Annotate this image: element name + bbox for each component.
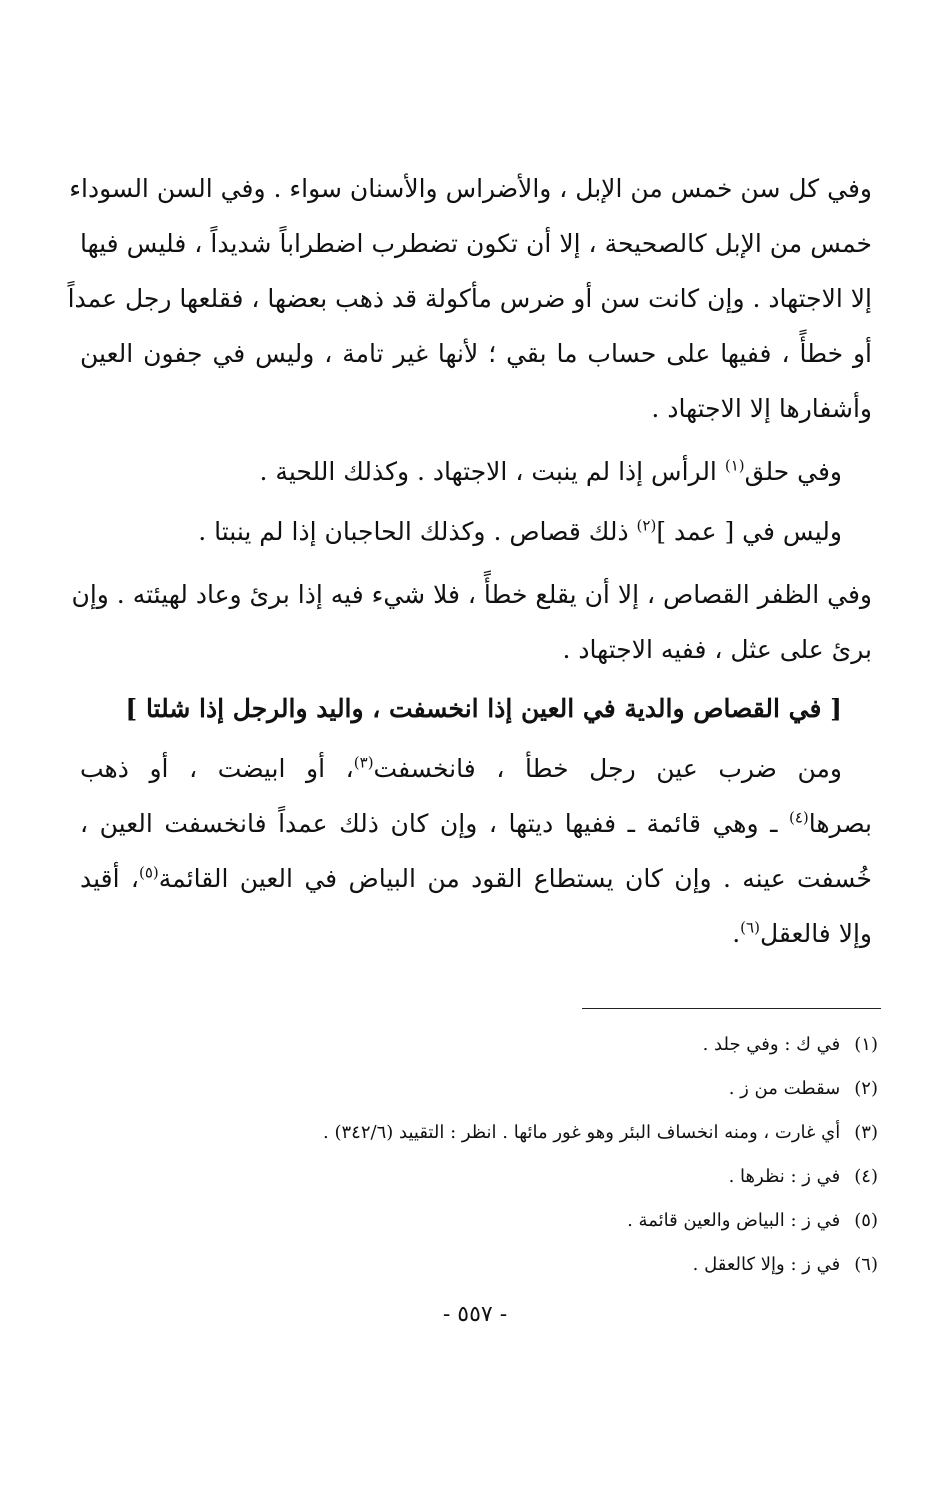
footnote-2-number: (٢) <box>854 1078 878 1099</box>
section-heading: [ في القصاص والدية في العين إذا انخسفت ، واليد والرجل إذا شلتا ] <box>125 694 842 723</box>
footnote-ref-1: (١) <box>724 456 745 475</box>
footnote-6-number: (٦) <box>854 1254 878 1275</box>
paragraph-2-text-b: الرأس إذا لم ينبت ، الاجتهاد . وكذلك اللحية . <box>259 457 725 486</box>
footnote-1-number: (١) <box>854 1034 878 1055</box>
paragraph-2-text-a: وفي حلق <box>744 457 842 486</box>
paragraph-5-line-2-text-b: ـ وهي قائمة ـ ففيها ديتها ، وإن كان ذلك عمداً فانخسفت العين ، <box>80 809 789 838</box>
paragraph-4-line-1: وفي الظفر القصاص ، إلا أن يقلع خطأً ، فلا شيء فيه إذا برئ وعاد لهيئته . وإن <box>71 580 872 609</box>
paragraph-3-text-b: ذلك قصاص . وكذلك الحاجبان إذا لم ينبتا . <box>198 517 637 546</box>
paragraph-5-line-3-text-b: ، أقيد <box>80 864 139 893</box>
paragraph-5-line-4-text-a: وإلا فالعقل <box>759 919 872 948</box>
paragraph-1-line-2: خمس من الإبل كالصحيحة ، إلا أن تكون تضطرب اضطراباً شديداً ، فليس فيها <box>80 229 872 258</box>
paragraph-5-line-1-text-b: ، أو ابيضت ، أو ذهب <box>80 754 354 783</box>
paragraph-1-line-5: وأشفارها إلا الاجتهاد . <box>651 394 872 423</box>
footnote-6 <box>120 1252 878 1278</box>
footnote-3-number: (٣) <box>854 1122 878 1143</box>
footnote-ref-4: (٤) <box>788 808 809 827</box>
footnote-2-text: سقطت من ز . <box>728 1078 841 1099</box>
paragraph-3 <box>80 515 842 549</box>
paragraph-1-line-1: وفي كل سن خمس من الإبل ، والأضراس والأسنان سواء . وفي السن السوداء <box>69 174 872 203</box>
paragraph-2 <box>80 455 842 489</box>
paragraph-5-line-1-text-a: ومن ضرب عين رجل خطأ ، فانخسفت <box>373 754 843 783</box>
paragraph-1-line-3: إلا الاجتهاد . وإن كانت سن أو ضرس مأكولة قد ذهب بعضها ، فقلعها رجل عمداً <box>67 284 872 313</box>
page-number: - ٥٥٧ - <box>442 1302 508 1327</box>
paragraph-5-line-3-text-a: خُسفت عينه . وإن كان يستطاع القود من البياض في العين القائمة <box>158 864 872 893</box>
paragraph-5-line-2 <box>80 807 872 841</box>
paragraph-5-line-3 <box>80 862 872 896</box>
footnote-5 <box>120 1208 878 1234</box>
paragraph-1-line-4: أو خطأً ، ففيها على حساب ما بقي ؛ لأنها غير تامة ، وليس في جفون العين <box>80 339 872 368</box>
footnote-5-text: في ز : البياض والعين قائمة . <box>627 1210 841 1231</box>
footnote-ref-2: (٢) <box>636 516 657 535</box>
footnote-divider <box>582 1008 881 1009</box>
paragraph-3-text-a: وليس في [ عمد ] <box>656 517 842 546</box>
paragraph-5-line-2-text-a: بصرها <box>808 809 872 838</box>
footnote-3 <box>120 1120 878 1146</box>
footnote-6-text: في ز : وإلا كالعقل . <box>692 1254 841 1275</box>
footnote-4-number: (٤) <box>854 1166 878 1187</box>
paragraph-4-line-2: برئ على عثل ، ففيه الاجتهاد . <box>562 635 872 664</box>
footnote-3-text: أي غارت ، ومنه انخساف البئر وهو غور مائها . انظر : التقييد (٣٤٢/٦) . <box>323 1122 841 1143</box>
footnote-ref-6: (٦) <box>740 918 760 937</box>
footnote-ref-3: (٣) <box>353 753 374 772</box>
footnote-2 <box>120 1076 878 1102</box>
footnote-4-text: في ز : نظرها . <box>728 1166 841 1187</box>
footnote-ref-5: (٥) <box>139 863 159 882</box>
paragraph-5-line-1 <box>80 752 842 786</box>
footnote-1-text: في ك : وفي جلد . <box>702 1034 841 1055</box>
footnote-5-number: (٥) <box>854 1210 878 1231</box>
footnote-4 <box>120 1164 878 1190</box>
paragraph-5-line-4 <box>80 917 872 951</box>
footnote-1 <box>120 1032 878 1058</box>
paragraph-5-line-4-text-b: . <box>732 919 741 948</box>
